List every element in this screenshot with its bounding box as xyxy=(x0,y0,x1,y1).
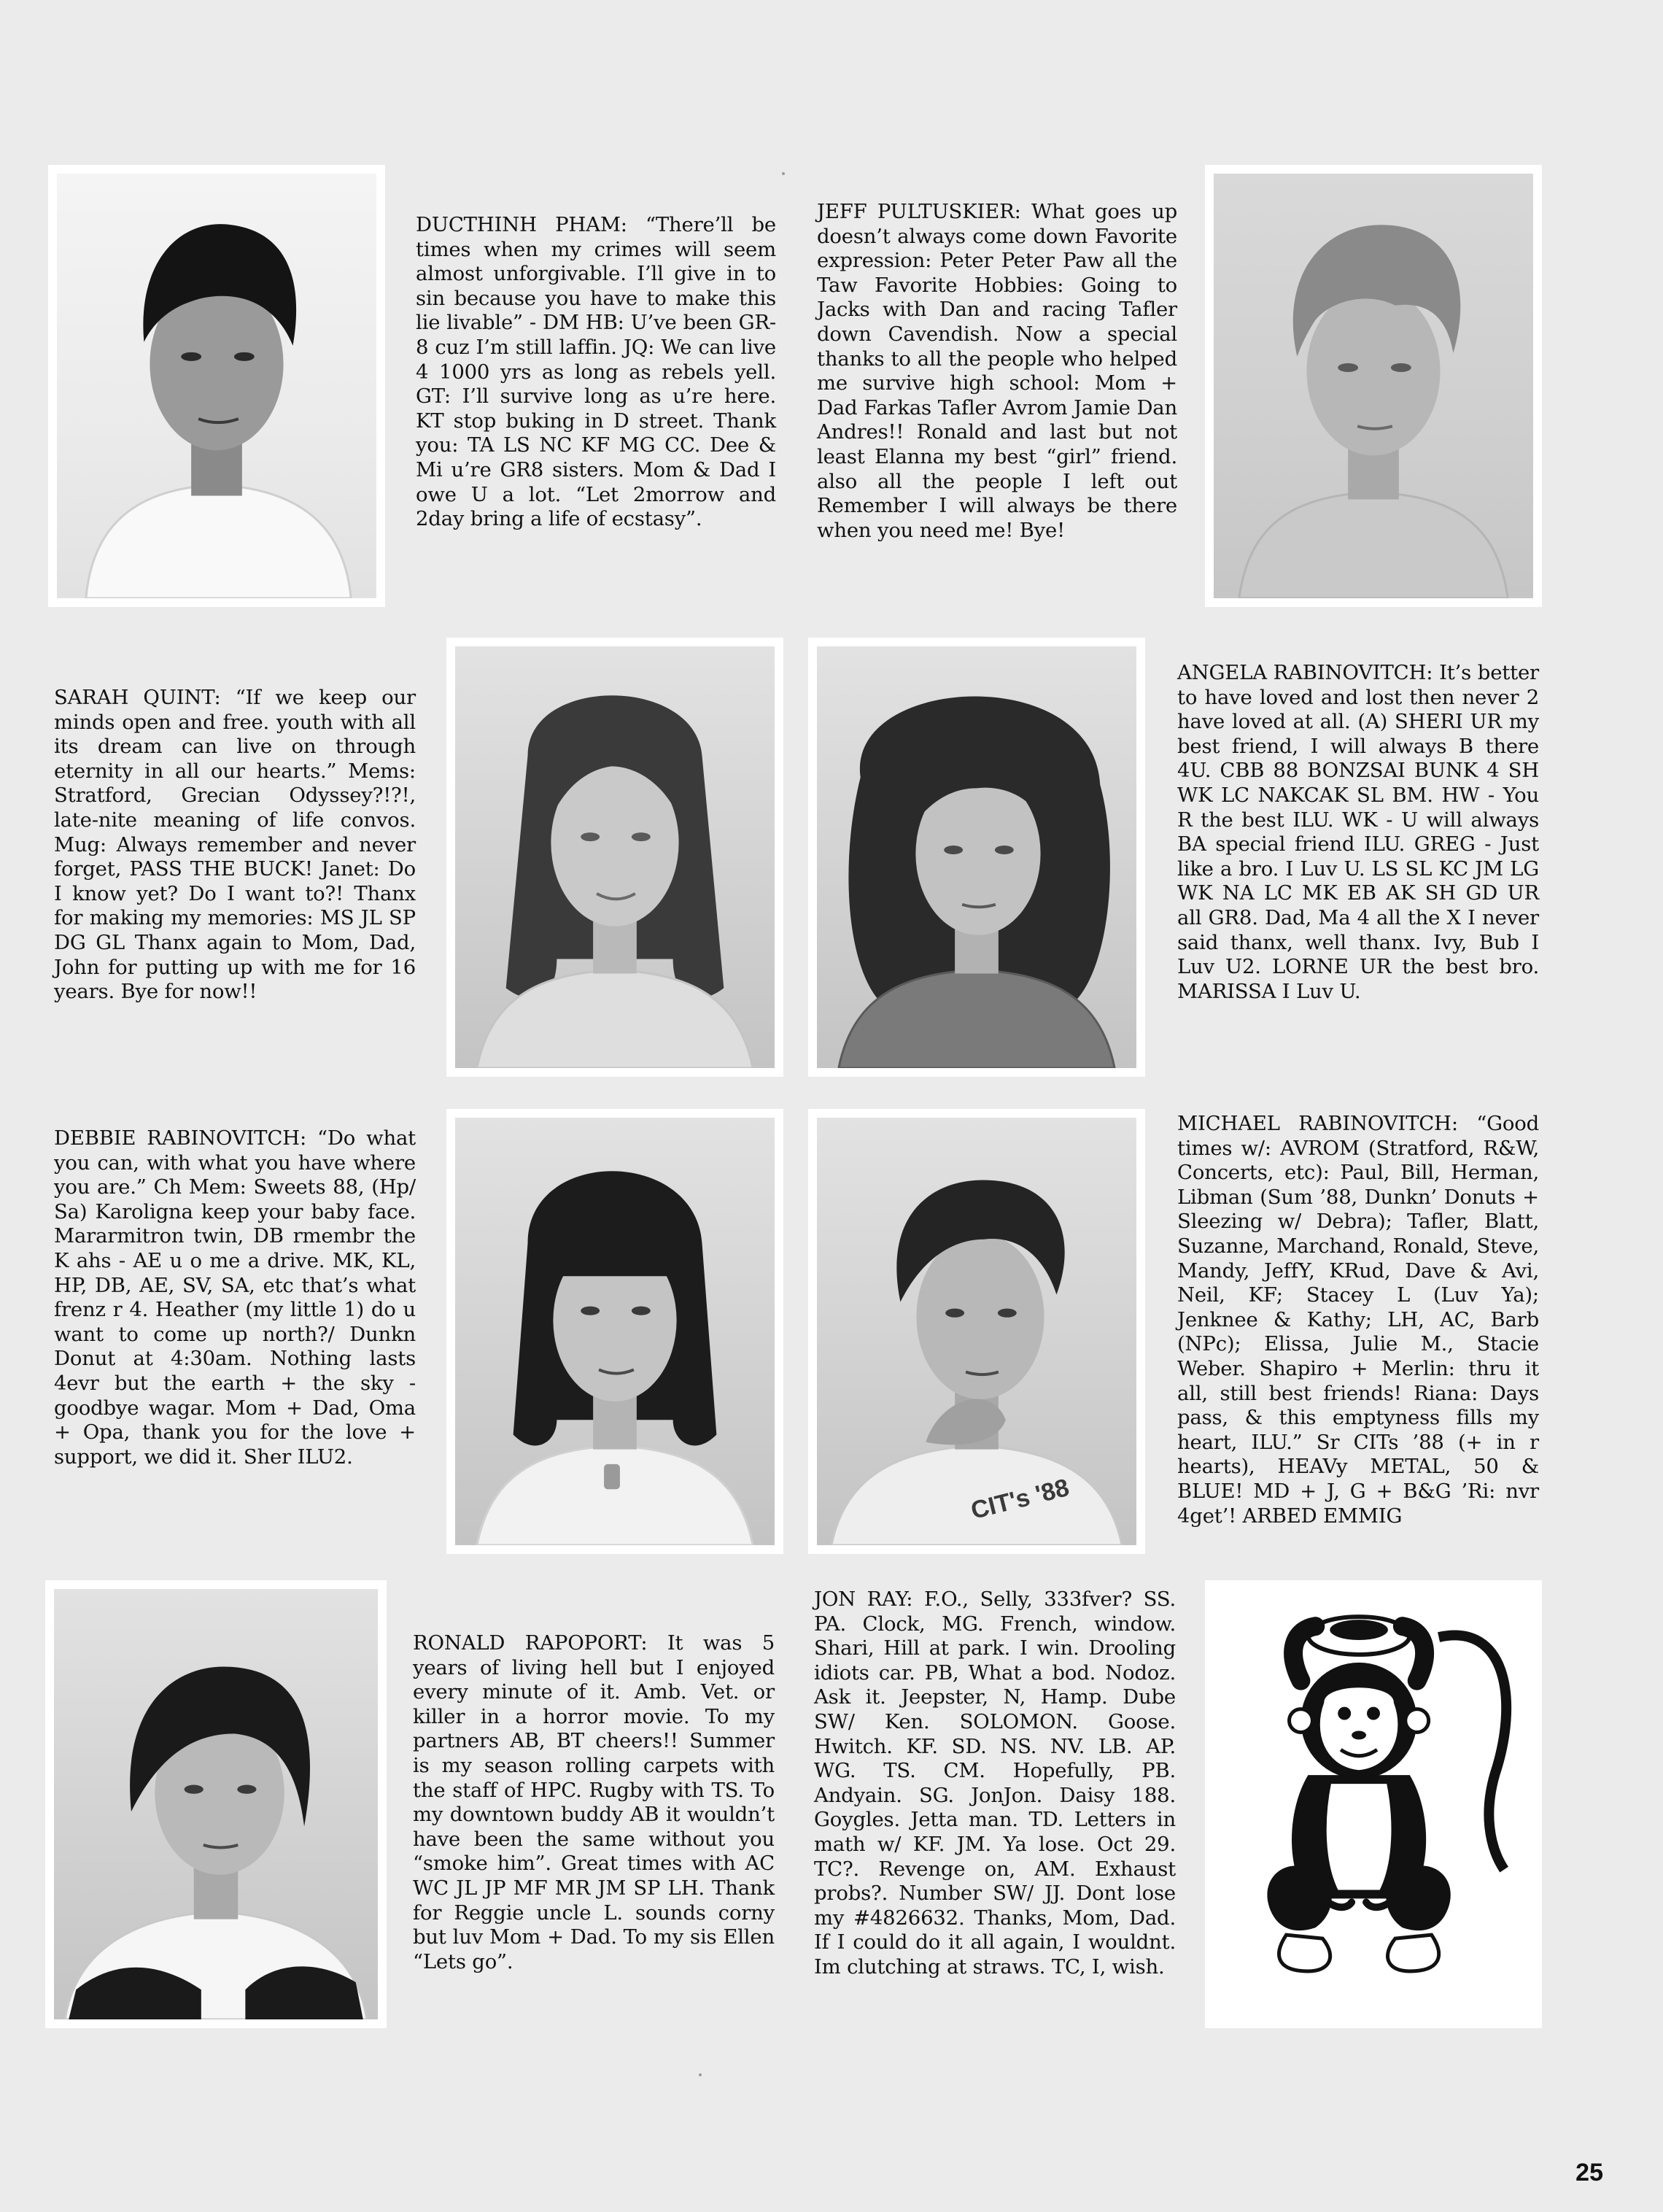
bio-sarah-quint: SARAH QUINT: “If we keep our minds open and free. youth with all its dream can live on through eternity in all our hearts.” Mems: Stratford, Grecian Odyssey?!?!, late-nite meaning of life convos. Mug: Always remember and never forget, PASS THE BUCK! Janet: Do I know yet? Do I want to?! Thanx for making my memories: MS JL SP DG GL Thanx again to Mom, Dad, John for putting up with me for 16 years. Bye for now!! xyxy=(54,686,416,1004)
page-number: 25 xyxy=(1575,2159,1603,2186)
bio-michael-rabinovitch: MICHAEL RABINOVITCH: “Good times w/: AVROM (Stratford, R&W, Concerts, etc): Paul, Bill, Herman, Libman (Sum ’88, Dunkn’ Donuts + Sleezing w/ Debra); Tafler, Blatt, Suzanne, Marchand, Ronald, Steve, Mandy, JeffY, KRud, Dave & Avi, Neil, KF; Stacey L (Luv Ya); Jenknee & Kathy; LH, AC, Barb (NPc); Elissa, Julie M., Stacie Weber. Shapiro + Merlin: thru it all, still best friends! Riana: Days pass, & this emptyness fills my heart, ILU.” Sr CITs ’88 (+ in r hearts), HEAVy METAL, 50 & BLUE! MD + J, G + B&G ’Ri: nvr 4get’! ARBED EMMIG xyxy=(1177,1112,1539,1528)
bio-jeff-pultuskier: JEFF PULTUSKIER: What goes up doesn’t always come down Favorite expression: Peter Peter Paw all the Taw Favorite Hobbies: Going to Jacks with Dan and racing Tafler down Cavendish. Now a special thanks to all the people who helped me survive high school: Mom + Dad Farkas Tafler Avrom Jamie Dan Andres!! Ronald and last but not least Elanna my best “girl” friend. also all the people I left out Remember I will always be there when you need me! Bye! xyxy=(817,200,1177,542)
portrait-michael-rabinovitch xyxy=(808,1109,1145,1554)
shirt-print: CIT's '88 xyxy=(968,1473,1072,1525)
bio-ducthinh-pham: DUCTHINH PHAM: “There’ll be times when my crimes will seem almost unforgivable. I’ll give in to sin because you have to make this lie livable” - DM HB: U’ve been GR-8 cuz I’m still laffin. JQ: We can live 4 1000 yrs as long as rebels yell. GT: I’ll survive long as u’re here. KT stop buking in D street. Thank you: TA LS NC KF MG CC. Dee & Mi u’re GR8 sisters. Mom & Dad I owe U a lot. “Let 2morrow and 2day bring a life of ecstasy”. xyxy=(416,213,776,531)
portrait-ronald-rapoport xyxy=(45,1580,387,2028)
see-no-evil-monkey-icon xyxy=(1214,1589,1533,2019)
portrait-debbie-rabinovitch xyxy=(446,1109,783,1554)
portrait-angela-rabinovitch xyxy=(808,638,1145,1077)
bio-debbie-rabinovitch: DEBBIE RABINOVITCH: “Do what you can, with what you have where you are.” Ch Mem: Sweets 88, (Hp/ Sa) Karoligna keep your baby face. Mararmitron twin, DB rmembr the K ahs - AE u o me a drive. MK, KL, HP, DB, AE, SV, SA, etc that’s what frenz r 4. Heather (my little 1) do u want to come up north?/ Dunkn Donut at 4:30am. Nothing lasts 4evr but the earth + the sky - goodbye wagar. Mom + Dad, Oma + Opa, thank you for the love + support, we did it. Sher ILU2. xyxy=(54,1126,416,1469)
scan-speck xyxy=(699,2073,702,2076)
portrait-sarah-quint xyxy=(446,638,783,1077)
portrait-ducthinh-pham xyxy=(48,165,385,607)
bio-angela-rabinovitch: ANGELA RABINOVITCH: It’s better to have loved and lost then never 2 have loved at all. (A) SHERI UR my best friend, I will always B there 4U. CBB 88 BONZSAI BUNK 4 SH WK LC NAKCAK SL BM. HW - You R the best ILU. WK - U will always BA special friend ILU. GREG - Just like a bro. I Luv U. LS SL KC JM LG WK NA LC MK EB AK SH GD UR all GR8. Dad, Ma 4 all the X I never said thanx, well thanx. Ivy, Bub I Luv U2. LORNE UR the best bro. MARISSA I Luv U. xyxy=(1177,661,1539,1003)
monkey-illustration xyxy=(1205,1580,1542,2028)
bio-ronald-rapoport: RONALD RAPOPORT: It was 5 years of living hell but I enjoyed every minute of it. Amb. Vet. or killer in a horror movie. To my partners AB, BT cheers!! Summer is my season rolling carpets with the staff of HPC. Rugby with TS. To my downtown buddy AB it wouldn’t have been the same without you “smoke him”. Great times with AC WC JL JP MF MR JM SP LH. Thank for Reggie uncle L. sounds corny but luv Mom + Dad. To my sis Ellen “Lets go”. xyxy=(413,1631,775,1973)
scan-speck xyxy=(782,172,785,175)
portrait-jeff-pultuskier xyxy=(1205,165,1542,607)
bio-jon-ray: JON RAY: F.O., Selly, 333fver? SS. PA. Clock, MG. French, window. Shari, Hill at park. I win. Drooling idiots car. PB, What a bod. Nodoz. Ask it. Jeepster, N, Hamp. Dube SW/ Ken. SOLOMON. Goose. Hwitch. KF. SD. NS. NV. LB. AP. WG. TS. CM. Hopefully, PB. Andyain. SG. JonJon. Daisy 188. Goygles. Jetta man. TD. Letters in math w/ KF. JM. Ya lose. Oct 29. TC?. Revenge on, AM. Exhaust probs?. Number SW/ JJ. Dont lose my #4826632. Thanks, Mom, Dad. If I could do it all again, I wouldnt. Im clutching at straws. TC, I, wish. xyxy=(814,1588,1176,1979)
